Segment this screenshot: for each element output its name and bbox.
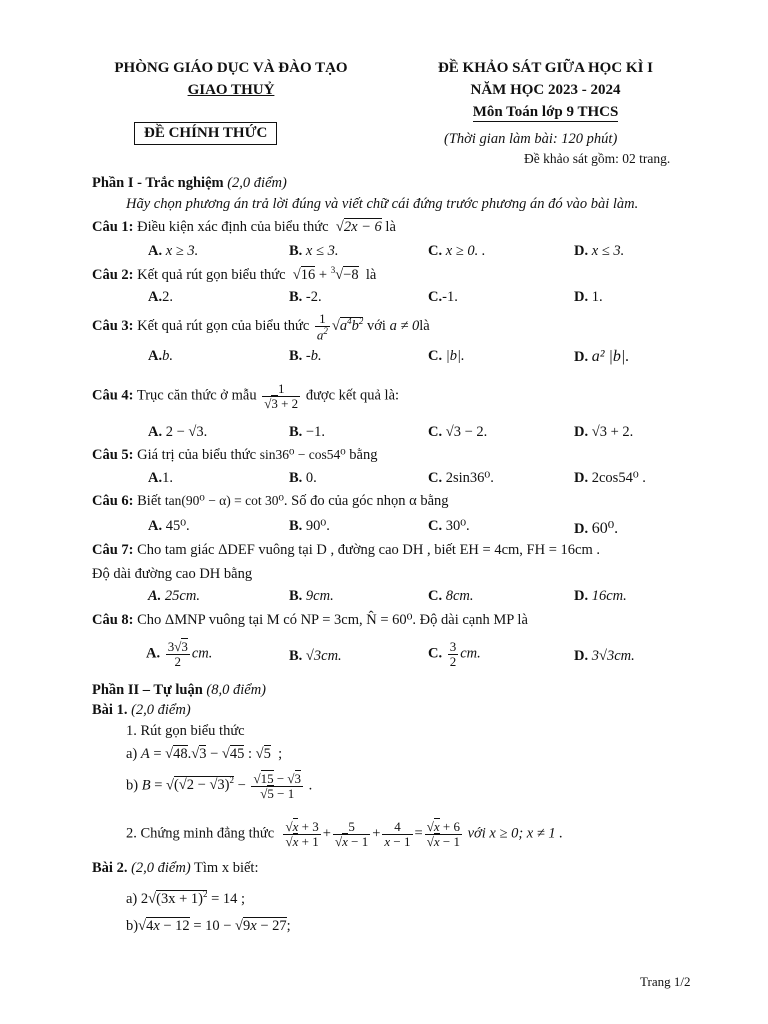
q5-option-a[interactable]: A.1. — [148, 470, 173, 486]
question-5: Câu 5: Giá trị của biểu thức sin36⁰ − cos54⁰ bằng — [92, 447, 378, 463]
part2-heading: Phần II – Tự luận (8,0 điểm) — [92, 682, 267, 698]
bai2-heading: Bài 2. (2,0 điểm) Tìm x biết: — [92, 860, 259, 876]
q6-option-b[interactable]: B. 90⁰. — [289, 518, 330, 534]
q5-option-d[interactable]: D. 2cos54⁰ . — [574, 470, 646, 486]
page-count-note: Đề khảo sát gồm: 02 trang. — [524, 151, 671, 166]
page-number: Trang 1/2 — [640, 974, 691, 989]
q4-option-c[interactable]: C. √3 − 2. — [428, 424, 488, 440]
q8-option-a[interactable]: A. $\frac{3√3}{2}$ cm. — [146, 639, 213, 669]
part1-instruction: Hãy chọn phương án trả lời đúng và viết chữ cái đứng trước phương án đó vào bài làm. — [126, 196, 639, 212]
q7-option-c[interactable]: C. 8cm. — [428, 588, 474, 604]
q3-option-a[interactable]: A.b. — [148, 348, 173, 364]
question-4: Câu 4: Trục căn thức ở mẫu $\frac{1}{√3 + 2}$ được kết quả là: — [92, 381, 400, 411]
q3-option-c[interactable]: C. |b|. — [428, 348, 465, 364]
question-8: Câu 8: Cho ΔMNP vuông tại M có NP = 3cm, N̂ = 60⁰. Độ dài cạnh MP là — [92, 612, 528, 628]
q8-option-c[interactable]: C. $\frac{3}{2}$ cm. — [428, 639, 481, 669]
exam-time: (Thời gian làm bài: 120 phút) — [444, 131, 618, 147]
q1-option-c[interactable]: C. x ≥ 0. . — [428, 243, 486, 259]
question-7-line2: Độ dài đường cao DH bằng — [92, 566, 253, 582]
subject: Môn Toán lớp 9 THCS — [472, 104, 619, 120]
q6-option-d[interactable]: D. 60⁰. — [574, 520, 619, 537]
q7-option-d[interactable]: D. 16cm. — [574, 588, 627, 604]
official-badge: ĐỀ CHÍNH THỨC — [134, 122, 277, 145]
q7-option-b[interactable]: B. 9cm. — [289, 588, 334, 604]
bai1-b: b) $B = √(√2 - √3)^2$ − $\frac{√15 - √3}{√5 - 1}$ . — [126, 771, 313, 801]
q2-option-c[interactable]: C.-1. — [428, 289, 458, 305]
q3-option-d[interactable]: D. a² |b|. — [574, 348, 630, 365]
district-name: GIAO THUỶ — [187, 82, 275, 98]
q1-option-b[interactable]: B. x ≤ 3. — [289, 243, 339, 259]
q2-option-a[interactable]: A.2. — [148, 289, 173, 305]
q2-option-b[interactable]: B. -2. — [289, 289, 322, 305]
bai1-item2: 2. Chứng minh đẳng thức $\frac{√x + 3}{√x + 1}$ + $\frac{5}{√x - 1}$ + $\frac{4}{x - 1}$ = $\frac{√x + 6}{√x - 1}$ với x ≥ 0; x ≠ 1 . — [126, 819, 563, 849]
q1-option-d[interactable]: D. x ≤ 3. — [574, 243, 625, 259]
q5-option-b[interactable]: B. 0. — [289, 470, 317, 486]
q7-option-a[interactable]: A. 25cm. — [148, 588, 200, 604]
q5-option-c[interactable]: C. 2sin36⁰. — [428, 470, 494, 486]
q8-option-b[interactable]: B. √3cm. — [289, 648, 342, 664]
bai1-item1: 1. Rút gọn biểu thức — [126, 723, 245, 739]
question-1: Câu 1: Điều kiện xác định của biểu thức √2x − 6 là — [92, 219, 396, 235]
q4-option-d[interactable]: D. √3 + 2. — [574, 424, 634, 440]
q3-option-b[interactable]: B. -b. — [289, 348, 322, 364]
bai2-b: b)√4x − 12 = 10 − √9x − 27; — [126, 918, 291, 934]
bai2-a: a) $2√(3x + 1)^2 = 14$ ; — [126, 889, 246, 907]
exam-title: ĐỀ KHẢO SÁT GIỮA HỌC KÌ I — [437, 60, 654, 76]
q4-option-a[interactable]: A. 2 − √3. — [148, 424, 208, 440]
bai1-heading: Bài 1. (2,0 điểm) — [92, 702, 191, 718]
q2-option-d[interactable]: D. 1. — [574, 289, 603, 305]
q4-option-b[interactable]: B. −1. — [289, 424, 325, 440]
q6-option-c[interactable]: C. 30⁰. — [428, 518, 470, 534]
question-2: Câu 2: Kết quả rút gọn biểu thức √16 + $^3$√−8 là — [92, 265, 377, 283]
question-7: Câu 7: Cho tam giác ΔDEF vuông tại D , đường cao DH , biết EH = 4cm, FH = 16cm . — [92, 542, 600, 558]
question-6: Câu 6: Biết tan(90⁰ − α) = cot 30⁰. Số đo của góc nhọn α bằng — [92, 493, 449, 509]
bai1-a: a) A = √48.√3 − √45 : √5 ; — [126, 746, 283, 762]
q1-option-a[interactable]: A. x ≥ 3. — [148, 243, 199, 259]
school-year: NĂM HỌC 2023 - 2024 — [470, 82, 621, 98]
part1-heading: Phần I - Trắc nghiệm (2,0 điểm) — [92, 175, 287, 191]
question-3: Câu 3: Kết quả rút gọn của biểu thức $\frac{1}{a^2}$ $√a^4b^2$ với a ≠ 0là — [92, 311, 430, 342]
q6-option-a[interactable]: A. 45⁰. — [148, 518, 190, 534]
q8-option-d[interactable]: D. 3√3cm. — [574, 648, 635, 664]
department-name: PHÒNG GIÁO DỤC VÀ ĐÀO TẠO — [114, 60, 348, 76]
